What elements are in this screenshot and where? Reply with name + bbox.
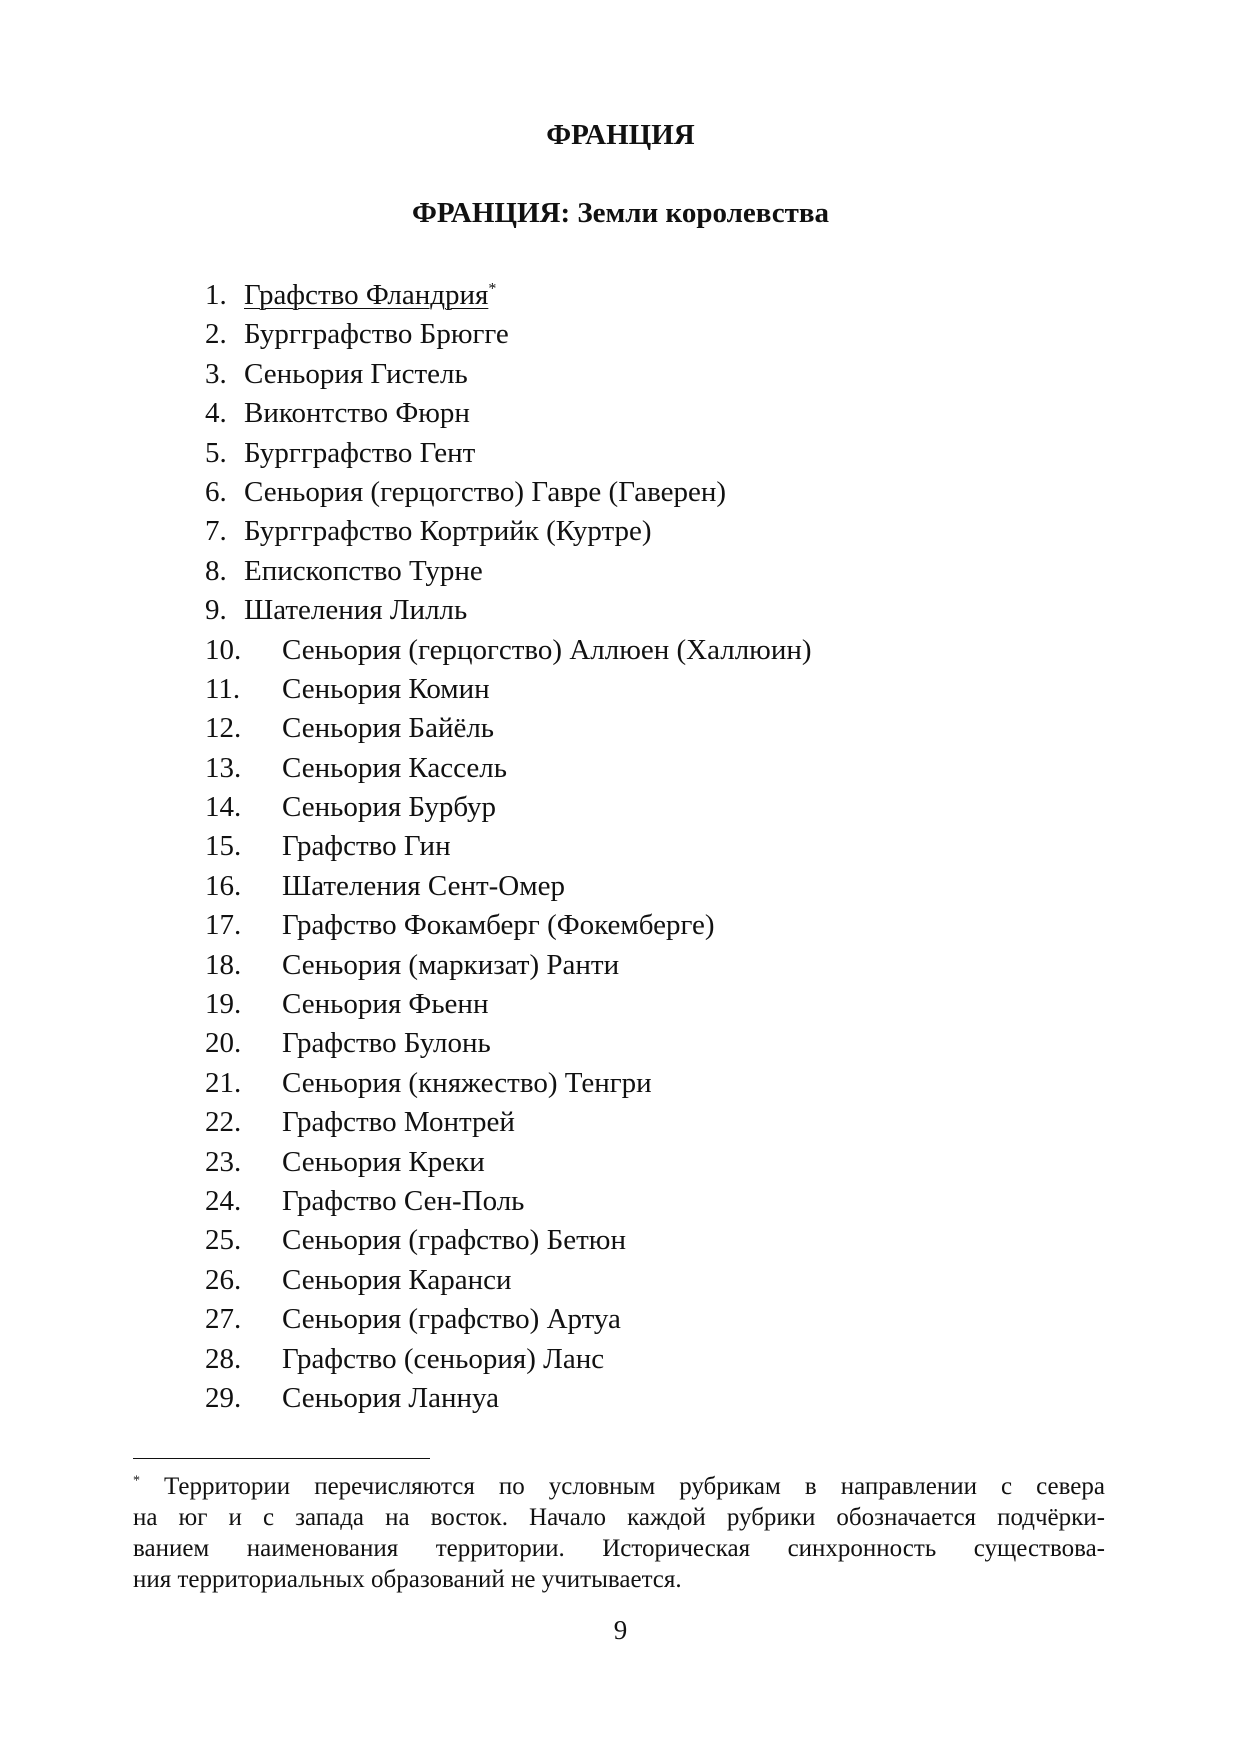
footnote-text: Территории перечисляются по условным рубрикам в направлении с севера xyxy=(164,1473,1105,1500)
item-text: Сеньория (герцогство) Гавре (Гаверен) xyxy=(244,475,727,508)
item-text: Сеньория Креки xyxy=(282,1145,485,1178)
item-number: 16. xyxy=(205,869,242,902)
list-item xyxy=(0,1300,1241,1339)
item-number: 26. xyxy=(205,1263,242,1296)
list-item xyxy=(0,906,1241,945)
item-text: Шателения Лилль xyxy=(244,594,468,627)
list-item xyxy=(0,985,1241,1024)
item-number: 25. xyxy=(205,1224,242,1257)
item-number: 28. xyxy=(205,1342,242,1375)
item-number: 11. xyxy=(205,672,241,705)
item-number: 17. xyxy=(205,909,242,942)
item-text: Сеньория Каранси xyxy=(282,1263,512,1296)
item-number: 21. xyxy=(205,1066,242,1099)
footnote-reference[interactable]: * xyxy=(488,280,497,298)
item-number: 7. xyxy=(205,515,227,548)
item-text: Графство Гин xyxy=(282,830,451,863)
item-text xyxy=(244,276,496,315)
item-text: Сеньория Бурбур xyxy=(282,791,497,824)
item-text: Сеньория (герцогство) Аллюен (Халлюин) xyxy=(282,633,812,666)
list-item xyxy=(0,1340,1241,1379)
list-item xyxy=(0,473,1241,512)
list-item xyxy=(0,1221,1241,1260)
list-item xyxy=(0,394,1241,433)
list-item xyxy=(0,552,1241,591)
item-text: Графство Фокамберг (Фокемберге) xyxy=(282,909,715,942)
item-number: 1. xyxy=(205,279,227,311)
list-item xyxy=(0,1064,1241,1103)
item-number: 12. xyxy=(205,712,242,745)
item-text: Сеньория (княжество) Тенгри xyxy=(282,1066,652,1099)
item-text: Сеньория Байёль xyxy=(282,712,495,745)
item-text: Сеньория (графство) Артуа xyxy=(282,1303,621,1336)
list-item xyxy=(0,512,1241,551)
list-item xyxy=(0,276,1241,315)
footnote-separator xyxy=(133,1458,430,1459)
list-item xyxy=(0,591,1241,630)
item-text: Бургграфство Гент xyxy=(244,436,476,469)
list-item xyxy=(0,1143,1241,1182)
item-number: 19. xyxy=(205,988,242,1021)
item-text: Графство Сен-Поль xyxy=(282,1184,525,1217)
footnote-line: ванием наименования территории. Историческая синхронность существова- xyxy=(133,1535,1105,1562)
footnote-line: на юг и с запада на восток. Начало каждой рубрики обозначается подчёрки- xyxy=(133,1504,1105,1531)
footnote-line xyxy=(133,1471,1105,1502)
item-number: 2. xyxy=(205,318,227,351)
item-text: Сеньория (маркизат) Ранти xyxy=(282,948,620,981)
page-number: 9 xyxy=(613,1615,628,1645)
section-heading: ФРАНЦИЯ: Земли королевства xyxy=(411,197,830,229)
item-number: 3. xyxy=(205,357,227,390)
list-item xyxy=(0,946,1241,985)
list-item xyxy=(0,749,1241,788)
item-number: 27. xyxy=(205,1303,242,1336)
item-text: Сеньория Кассель xyxy=(282,751,507,784)
item-text: Графство Монтрей xyxy=(282,1106,515,1139)
item-text: Сеньория (графство) Бетюн xyxy=(282,1224,626,1257)
footnote xyxy=(133,1471,1105,1595)
item-number: 4. xyxy=(205,397,227,430)
list-item xyxy=(0,1261,1241,1300)
item-text: Графство Булонь xyxy=(282,1027,491,1060)
list-item xyxy=(0,709,1241,748)
list-item xyxy=(0,355,1241,394)
item-text: Виконтство Фюрн xyxy=(244,397,470,430)
item-text: Шателения Сент-Омер xyxy=(282,869,565,902)
list-item xyxy=(0,670,1241,709)
item-number: 5. xyxy=(205,436,227,469)
item-number: 8. xyxy=(205,554,227,587)
item-number: 15. xyxy=(205,830,242,863)
list-item xyxy=(0,434,1241,473)
list-item xyxy=(0,315,1241,354)
item-text: Сеньория Гистель xyxy=(244,357,468,390)
item-number: 9. xyxy=(205,594,227,627)
list-item xyxy=(0,867,1241,906)
item-text: Графство (сеньория) Ланс xyxy=(282,1342,605,1375)
item-number: 10. xyxy=(205,633,242,666)
item-number: 22. xyxy=(205,1106,242,1139)
item-text: Епископство Турне xyxy=(244,554,483,587)
item-number: 6. xyxy=(205,475,227,508)
item-number: 29. xyxy=(205,1381,242,1414)
list-item xyxy=(0,1182,1241,1221)
item-number: 23. xyxy=(205,1145,242,1178)
list-item xyxy=(0,631,1241,670)
item-text-underlined: Графство Фландрия xyxy=(244,279,489,311)
list-item xyxy=(0,1103,1241,1142)
item-number: 18. xyxy=(205,948,242,981)
item-text: Бургграфство Брюгге xyxy=(244,318,509,351)
list-item xyxy=(0,1024,1241,1063)
list-item xyxy=(0,1379,1241,1418)
footnote-line: ния территориальных образований не учитывается. xyxy=(133,1566,682,1593)
item-number: 24. xyxy=(205,1184,242,1217)
list-item xyxy=(0,827,1241,866)
item-text: Сеньория Фьенн xyxy=(282,988,489,1021)
page-heading: ФРАНЦИЯ xyxy=(546,119,695,151)
footnote-mark: * xyxy=(133,1473,140,1489)
item-number: 20. xyxy=(205,1027,242,1060)
item-number: 14. xyxy=(205,791,242,824)
item-number: 13. xyxy=(205,751,242,784)
territory-list xyxy=(0,276,1241,1418)
item-text: Сеньория Комин xyxy=(282,672,490,705)
item-text: Сеньория Ланнуа xyxy=(282,1381,499,1414)
list-item xyxy=(0,788,1241,827)
item-text: Бургграфство Кортрийк (Куртре) xyxy=(244,515,652,548)
